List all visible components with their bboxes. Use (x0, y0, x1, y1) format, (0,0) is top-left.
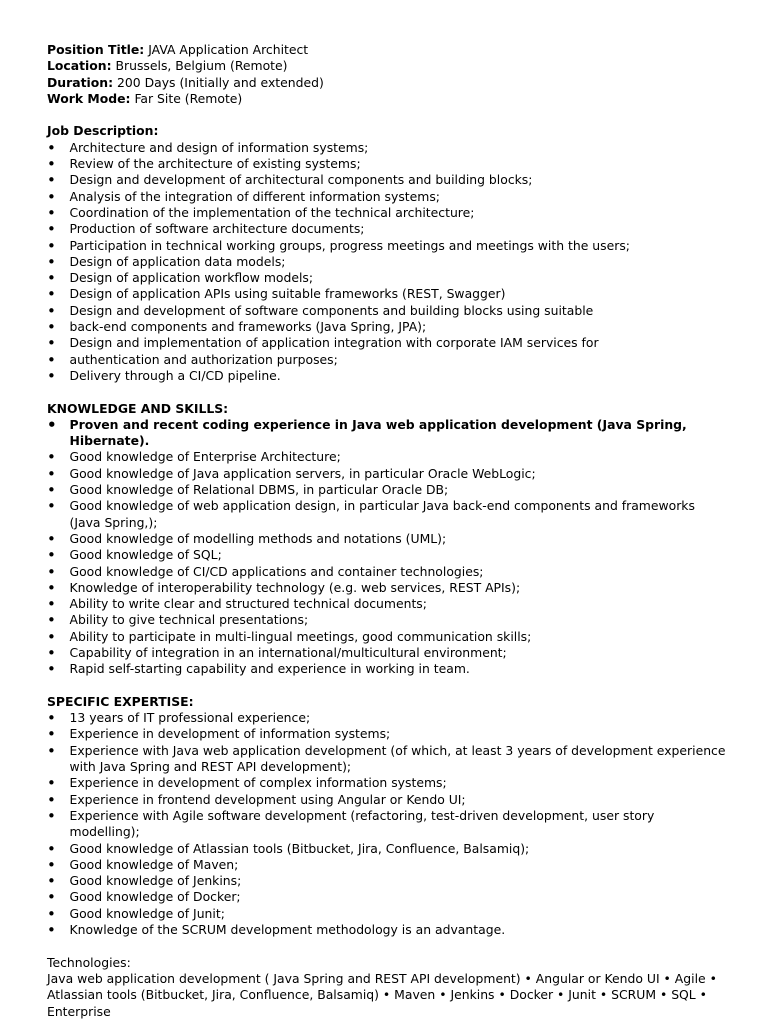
list-item: • Experience in frontend development using Angular or Kendo UI; (47, 792, 728, 808)
list-item: • Design and development of architectural components and building blocks; (47, 172, 728, 188)
list-item: • Design and implementation of application integration with corporate IAM services for (47, 335, 728, 351)
work-mode-label: Work Mode: (47, 90, 131, 106)
list-item: • back-end components and frameworks (Java Spring, JPA); (47, 319, 728, 335)
job-description-heading: Job Description: (47, 123, 159, 139)
technologies-text: Java web application development ( Java Spring and REST API development) • Angular or Kendo UI • Agile • Atlassian tools (Bitbucket, Jira, Confluence, Balsamiq) • Maven • Jenkins • Docker • Junit • SCRUM • SQL • Enterprise (47, 970, 717, 1019)
list-item: • Good knowledge of SQL; (47, 547, 728, 563)
technologies-heading: Technologies: (47, 954, 131, 970)
spacer (47, 938, 728, 954)
list-item: • Knowledge of interoperability technology (e.g. web services, REST APIs); (47, 580, 728, 596)
list-item: • Participation in technical working groups, progress meetings and meetings with the users; (47, 238, 728, 254)
list-item: • Ability to write clear and structured technical documents; (47, 596, 728, 612)
list-item: • Good knowledge of Jenkins; (47, 873, 728, 889)
job-description-list (47, 140, 728, 384)
list-item: • Review of the architecture of existing systems; (47, 156, 728, 172)
position-title-line (47, 42, 728, 58)
list-item: • Capability of integration in an international/multicultural environment; (47, 645, 728, 661)
list-item: • Delivery through a CI/CD pipeline. (47, 368, 728, 384)
duration-label: Duration: (47, 74, 114, 90)
list-item: • Good knowledge of modelling methods and notations (UML); (47, 531, 728, 547)
list-item: • Good knowledge of CI/CD applications and container technologies; (47, 564, 728, 580)
knowledge-list (47, 417, 728, 678)
list-item: • Knowledge of the SCRUM development methodology is an advantage. (47, 922, 728, 938)
list-item: • Good knowledge of Enterprise Architecture; (47, 449, 728, 465)
position-title-value: JAVA Application Architect (148, 42, 309, 57)
job-description-section (47, 123, 728, 384)
location-label: Location: (47, 58, 112, 74)
job-meta (47, 42, 728, 107)
spacer (47, 107, 728, 123)
list-item: • Good knowledge of Java application servers, in particular Oracle WebLogic; (47, 466, 728, 482)
list-item: • Good knowledge of Junit; (47, 906, 728, 922)
location-line (47, 58, 728, 74)
list-item: • Ability to give technical presentations; (47, 612, 728, 628)
knowledge-section (47, 401, 728, 678)
spacer (47, 384, 728, 400)
work-mode-value: Far Site (Remote) (134, 90, 243, 106)
list-item: • Ability to participate in multi-lingual meetings, good communication skills; (47, 629, 728, 645)
knowledge-heading: KNOWLEDGE AND SKILLS: (47, 400, 229, 416)
list-item-key-requirement: • Proven and recent coding experience in Java web application development (Java Spring, Hibernate). (47, 417, 728, 450)
list-item: • Architecture and design of information systems; (47, 140, 728, 156)
work-mode-line (47, 91, 728, 107)
list-item: • Design of application workflow models; (47, 270, 728, 286)
list-item: • Experience with Agile software development (refactoring, test-driven development, user story modelling); (47, 808, 728, 841)
list-item: • Design of application data models; (47, 254, 728, 270)
spacer (47, 678, 728, 694)
list-item: • Good knowledge of Docker; (47, 889, 728, 905)
list-item: • Analysis of the integration of different information systems; (47, 189, 728, 205)
location-value: Brussels, Belgium (Remote) (115, 58, 288, 74)
list-item: • authentication and authorization purposes; (47, 352, 728, 368)
list-item: • Good knowledge of web application design, in particular Java back-end components and frameworks (Java Spring,); (47, 498, 728, 531)
list-item: • Experience with Java web application development (of which, at least 3 years of development experience with Java Spring and REST API development); (47, 743, 728, 776)
duration-line (47, 75, 728, 91)
technologies-section (47, 955, 728, 1020)
list-item: • Experience in development of complex information systems; (47, 775, 728, 791)
list-item: • Rapid self-starting capability and experience in working in team. (47, 661, 728, 677)
position-title-label: Position Title: (47, 42, 145, 57)
list-item: • Production of software architecture documents; (47, 221, 728, 237)
expertise-section (47, 694, 728, 938)
duration-value: 200 Days (Initially and extended) (117, 74, 324, 90)
list-item: • Good knowledge of Maven; (47, 857, 728, 873)
list-item: • Good knowledge of Relational DBMS, in particular Oracle DB; (47, 482, 728, 498)
list-item: • Design and development of software components and building blocks using suitable (47, 303, 728, 319)
expertise-heading: SPECIFIC EXPERTISE: (47, 693, 194, 709)
expertise-list (47, 710, 728, 938)
list-item: • Experience in development of information systems; (47, 726, 728, 742)
list-item: • 13 years of IT professional experience; (47, 710, 728, 726)
list-item: • Good knowledge of Atlassian tools (Bitbucket, Jira, Confluence, Balsamiq); (47, 841, 728, 857)
list-item: • Coordination of the implementation of the technical architecture; (47, 205, 728, 221)
list-item: • Design of application APIs using suitable frameworks (REST, Swagger) (47, 286, 728, 302)
